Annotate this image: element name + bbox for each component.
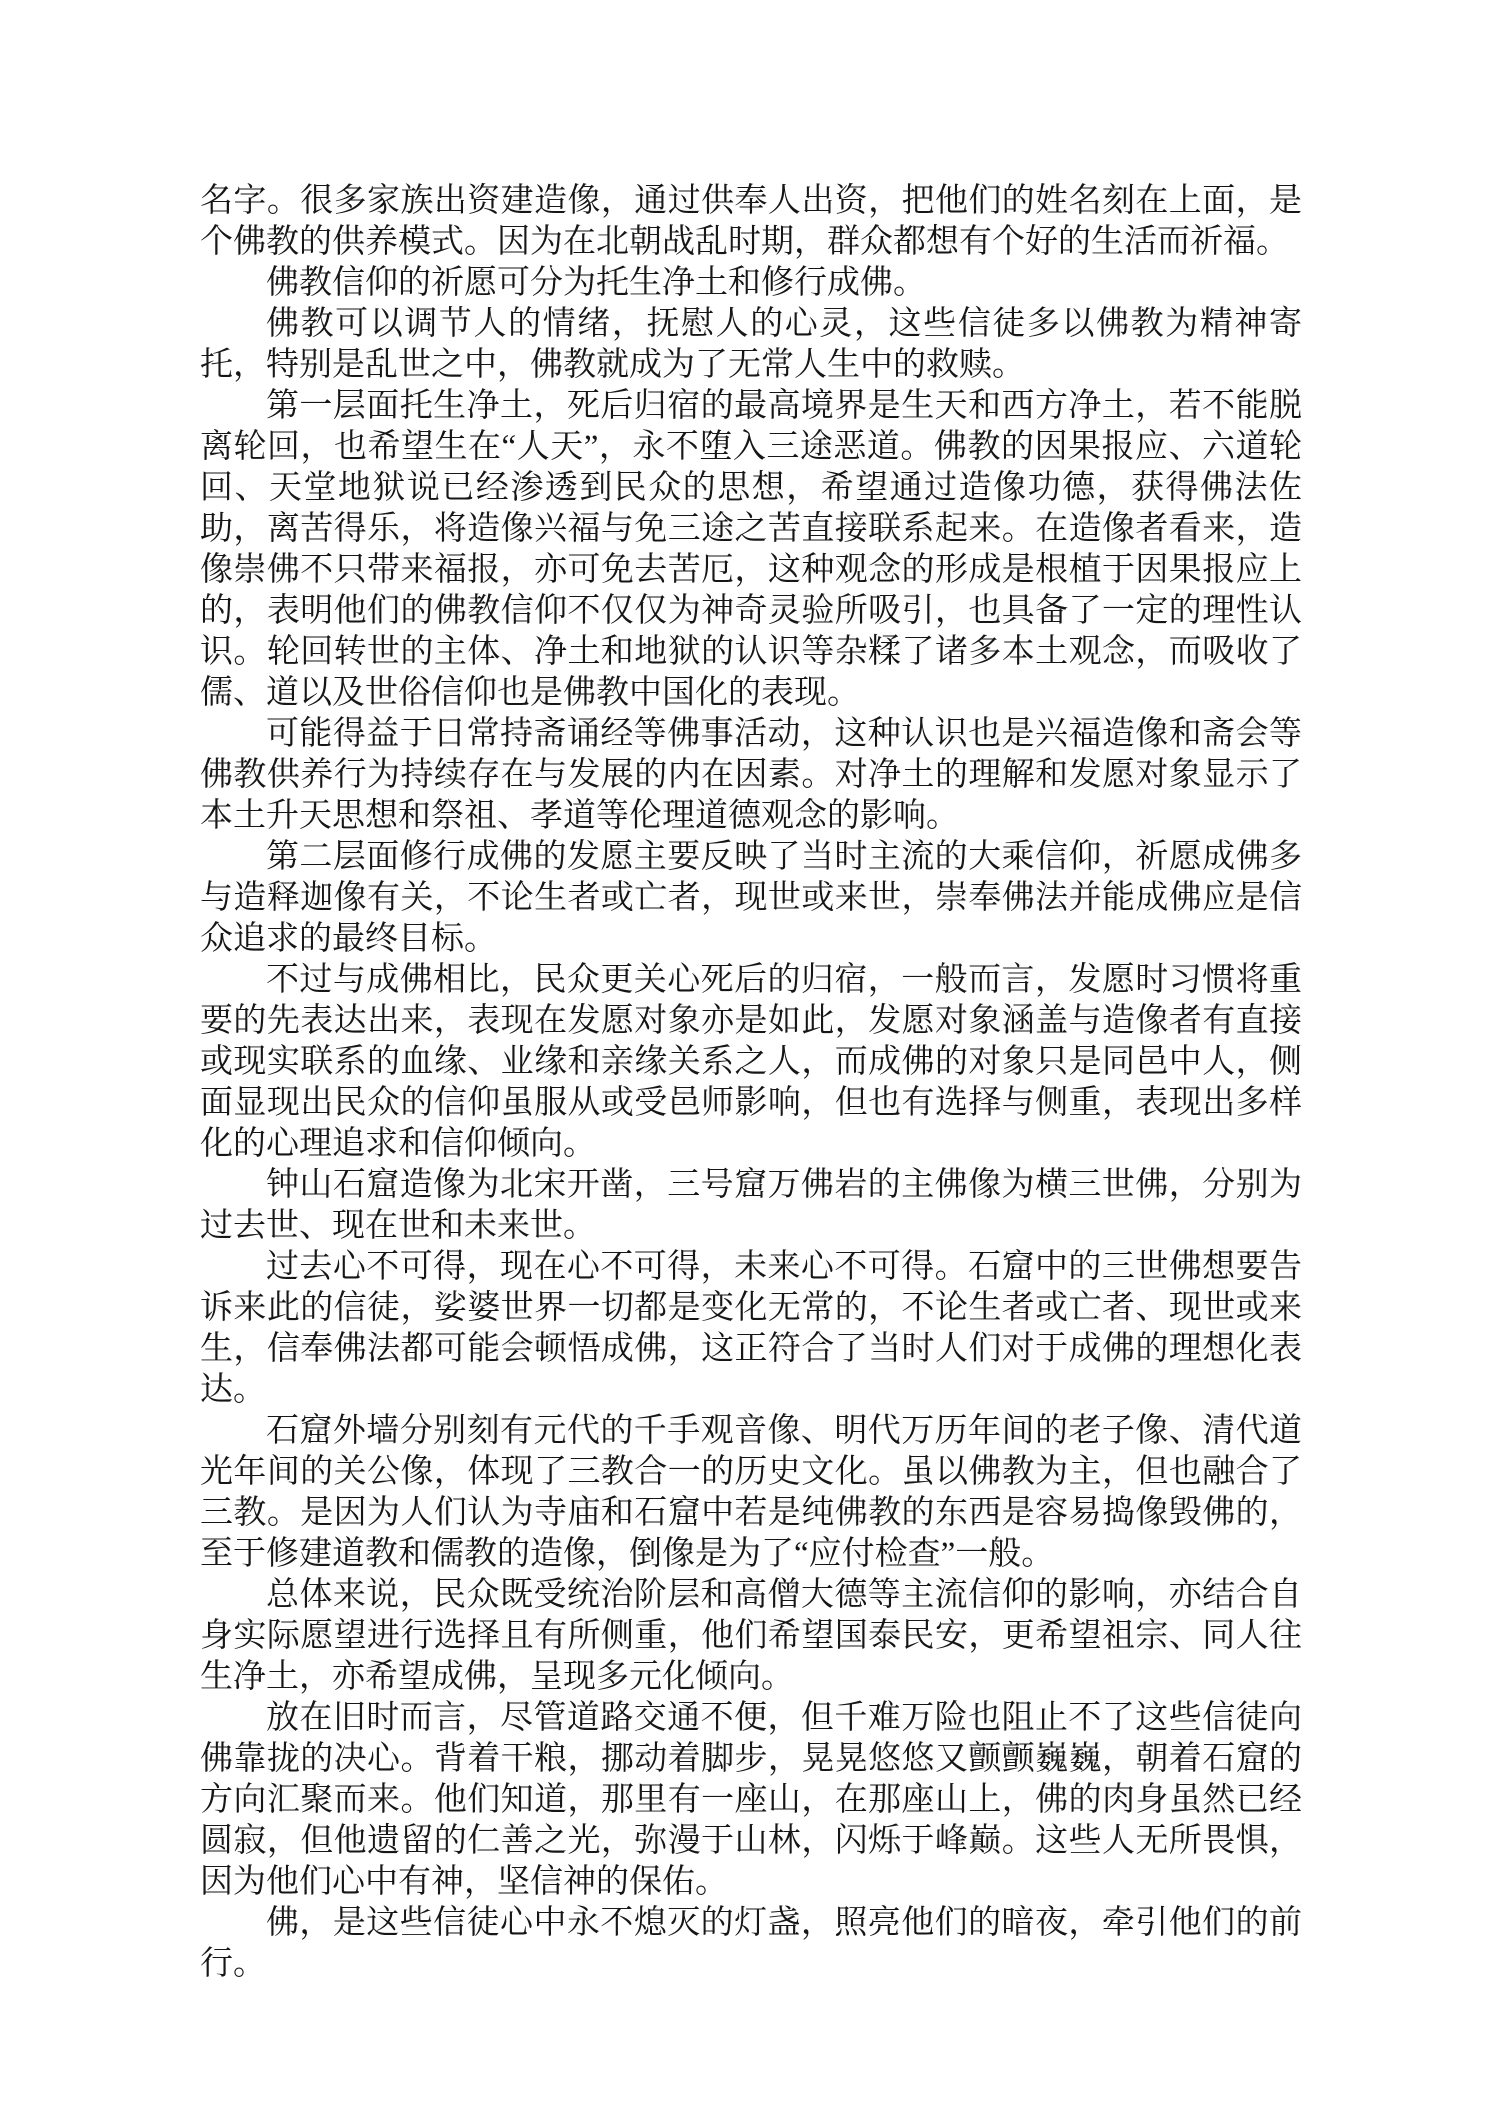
paragraph: 佛教信仰的祈愿可分为托生净土和修行成佛。: [266, 265, 926, 301]
paragraph: 放在旧时而言，尽管道路交通不便，但千难万险也阻止不了这些信徒向佛靠拢的决心。背着干粮，挪动着脚步，晃晃悠悠又颤颤巍巍，朝着石窟的方向汇聚而来。他们知道，那里有一座山，在那座山上，佛的肉身虽然已经圆寂，但他遗留的仁善之光，弥漫于山林，闪烁于峰巅。这些人无所畏惧，因为他们心中有神，坚信神的保佑。: [200, 1700, 1302, 1900]
paragraph: 佛教可以调节人的情绪，抚慰人的心灵，这些信徒多以佛教为精神寄托，特别是乱世之中，佛教就成为了无常人生中的救赎。: [200, 306, 1302, 383]
paragraph: 可能得益于日常持斋诵经等佛事活动，这种认识也是兴福造像和斋会等佛教供养行为持续存在与发展的内在因素。对净土的理解和发愿对象显示了本土升天思想和祭祖、孝道等伦理道德观念的影响。: [200, 716, 1302, 834]
paragraph: 钟山石窟造像为北宋开凿，三号窟万佛岩的主佛像为横三世佛，分别为过去世、现在世和未来世。: [200, 1167, 1302, 1244]
paragraph: 总体来说，民众既受统治阶层和高僧大德等主流信仰的影响，亦结合自身实际愿望进行选择且有所侧重，他们希望国泰民安，更希望祖宗、同人往生净土，亦希望成佛，呈现多元化倾向。: [200, 1577, 1302, 1695]
essay-text-block: [200, 181, 1302, 1985]
paragraph: 过去心不可得，现在心不可得，未来心不可得。石窟中的三世佛想要告诉来此的信徒，娑婆世界一切都是变化无常的，不论生者或亡者、现世或来生，信奉佛法都可能会顿悟成佛，这正符合了当时人们对于成佛的理想化表达。: [200, 1249, 1302, 1408]
paragraph: 第二层面修行成佛的发愿主要反映了当时主流的大乘信仰，祈愿成佛多与造释迦像有关，不论生者或亡者，现世或来世，崇奉佛法并能成佛应是信众追求的最终目标。: [200, 839, 1302, 957]
paragraph: 不过与成佛相比，民众更关心死后的归宿，一般而言，发愿时习惯将重要的先表达出来，表现在发愿对象亦是如此，发愿对象涵盖与造像者有直接或现实联系的血缘、业缘和亲缘关系之人，而成佛的对象只是同邑中人，侧面显现出民众的信仰虽服从或受邑师影响，但也有选择与侧重，表现出多样化的心理追求和信仰倾向。: [200, 962, 1302, 1162]
paragraph: 名字。很多家族出资建造像，通过供奉人出资，把他们的姓名刻在上面，是个佛教的供养模式。因为在北朝战乱时期，群众都想有个好的生活而祈福。: [200, 183, 1302, 260]
paragraph: 佛，是这些信徒心中永不熄灭的灯盏，照亮他们的暗夜，牵引他们的前行。: [200, 1905, 1302, 1982]
paragraph: 第一层面托生净土，死后归宿的最高境界是生天和西方净土，若不能脱离轮回，也希望生在“人天”，永不堕入三途恶道。佛教的因果报应、六道轮回、天堂地狱说已经渗透到民众的思想，希望通过造像功德，获得佛法佐助，离苦得乐，将造像兴福与免三途之苦直接联系起来。在造像者看来，造像崇佛不只带来福报，亦可免去苦厄，这种观念的形成是根植于因果报应上的，表明他们的佛教信仰不仅仅为神奇灵验所吸引，也具备了一定的理性认识。轮回转世的主体、净土和地狱的认识等杂糅了诸多本土观念，而吸收了儒、道以及世俗信仰也是佛教中国化的表现。: [200, 388, 1302, 711]
paragraph: 石窟外墙分别刻有元代的千手观音像、明代万历年间的老子像、清代道光年间的关公像，体现了三教合一的历史文化。虽以佛教为主，但也融合了三教。是因为人们认为寺庙和石窟中若是纯佛教的东西是容易捣像毁佛的，至于修建道教和儒教的造像，倒像是为了“应付检查”一般。: [200, 1413, 1302, 1572]
